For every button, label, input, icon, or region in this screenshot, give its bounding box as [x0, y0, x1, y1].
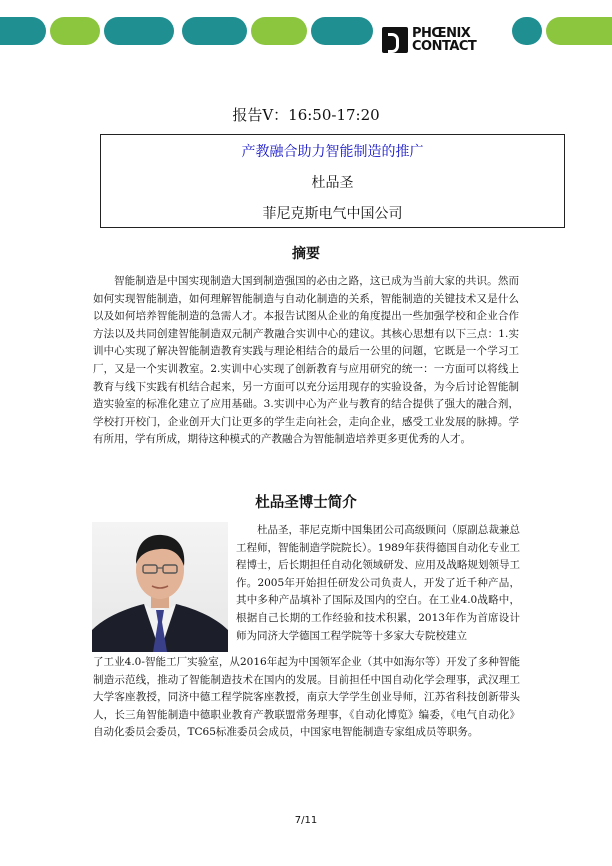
report-session-title: 报告Ⅴ：16:50-17:20: [232, 106, 380, 124]
header-pill: [0, 17, 46, 45]
phoenix-contact-logo: [382, 24, 508, 56]
speaker-company: 菲尼克斯电气中国公司: [262, 206, 403, 222]
header-pill: [311, 17, 373, 45]
portrait-photo: [92, 522, 228, 652]
talk-title: 产教融合助力智能制造的推广: [241, 144, 424, 160]
header-pill: [251, 17, 307, 45]
portrait-photo-icon: [92, 522, 228, 652]
page-number: 7/11: [294, 815, 318, 826]
phoenix-logo-icon: [382, 27, 408, 53]
bio-heading: 杜品圣博士简介: [255, 494, 357, 511]
abstract-paragraph: 智能制造是中国实现制造大国到制造强国的必由之路，这已成为当前大家的共识。然而如何实现智能制造，如何理解智能制造与自动化制造的关系，智能制造的关键技术又是什么以及如何培养智能制造的急需人才。本报告试图从企业的角度提出一些加强学校和企业合作方法以及共同创建智能制造双元制产教融合实训中心的建议。其核心思想有以下三点：1.实训中心实现了解决智能制造教育实践与理论相结合的最后一公里的问题，它既是一个学习工厂，又是一个实训教室。2.实训中心实现了创新教育与应用研究的统一：一方面可以将线上教育与线下实践有机结合起来，另一方面可以充分运用现存的实验设备，为今后讨论智能制造实验室的标准化建立了应用基础。3.实训中心为产业与教育的结合提供了强大的融合剂，学校打开校门，企业创开大门让更多的学生走向社会，走向企业，感受工业发展的脉搏。学有所用，学有所成，期待这种模式的产教融合为智能制造培养更多更优秀的人才。: [93, 275, 519, 446]
header-decorative-bar: [0, 12, 612, 54]
abstract-heading: 摘要: [292, 246, 320, 262]
header-pill: [182, 17, 247, 45]
header-pill: [50, 17, 100, 45]
header-pill: [104, 17, 174, 45]
speaker-name: 杜品圣: [311, 175, 354, 191]
header-pill: [512, 17, 542, 45]
header-pill: [546, 17, 612, 45]
bio-paragraph-beside-photo: 杜品圣，菲尼克斯中国集团公司高级顾问（原副总裁兼总工程师，智能制造学院院长）。1989年获得德国自动化专业工程博士，后长期担任自动化领域研发、应用及战略规划领导工作。2005年开始担任研发公司负责人，开发了近千种产品，其中多种产品填补了国际及国内的空白。在工业4.0战略中，根据自己长期的工作经验和技术积累，2013年作为首席设计师为同济大学德国工程学院等十多家大专院校建立: [236, 524, 520, 642]
talk-info-box: [100, 134, 565, 228]
logo-wordmark: PHŒNIX CONTACT: [412, 26, 477, 54]
bio-paragraph-below-photo: 了工业4.0-智能工厂实验室，从2016年起为中国领军企业（其中如海尔等）开发了多种智能制造示范线，推动了智能制造技术在国内的发展。目前担任中国自动化学会理事，武汉理工大学客座教授，同济中德工程学院客座教授，南京大学学生创业导师，江苏省科技创新带头人，长三角智能制造中德职业教育产教联盟常务理事，《自动化博览》编委，《电气自动化》自动化委员会委员，TC65标准委员会成员，中国家电智能制造专家组成员等职务。: [93, 656, 520, 739]
